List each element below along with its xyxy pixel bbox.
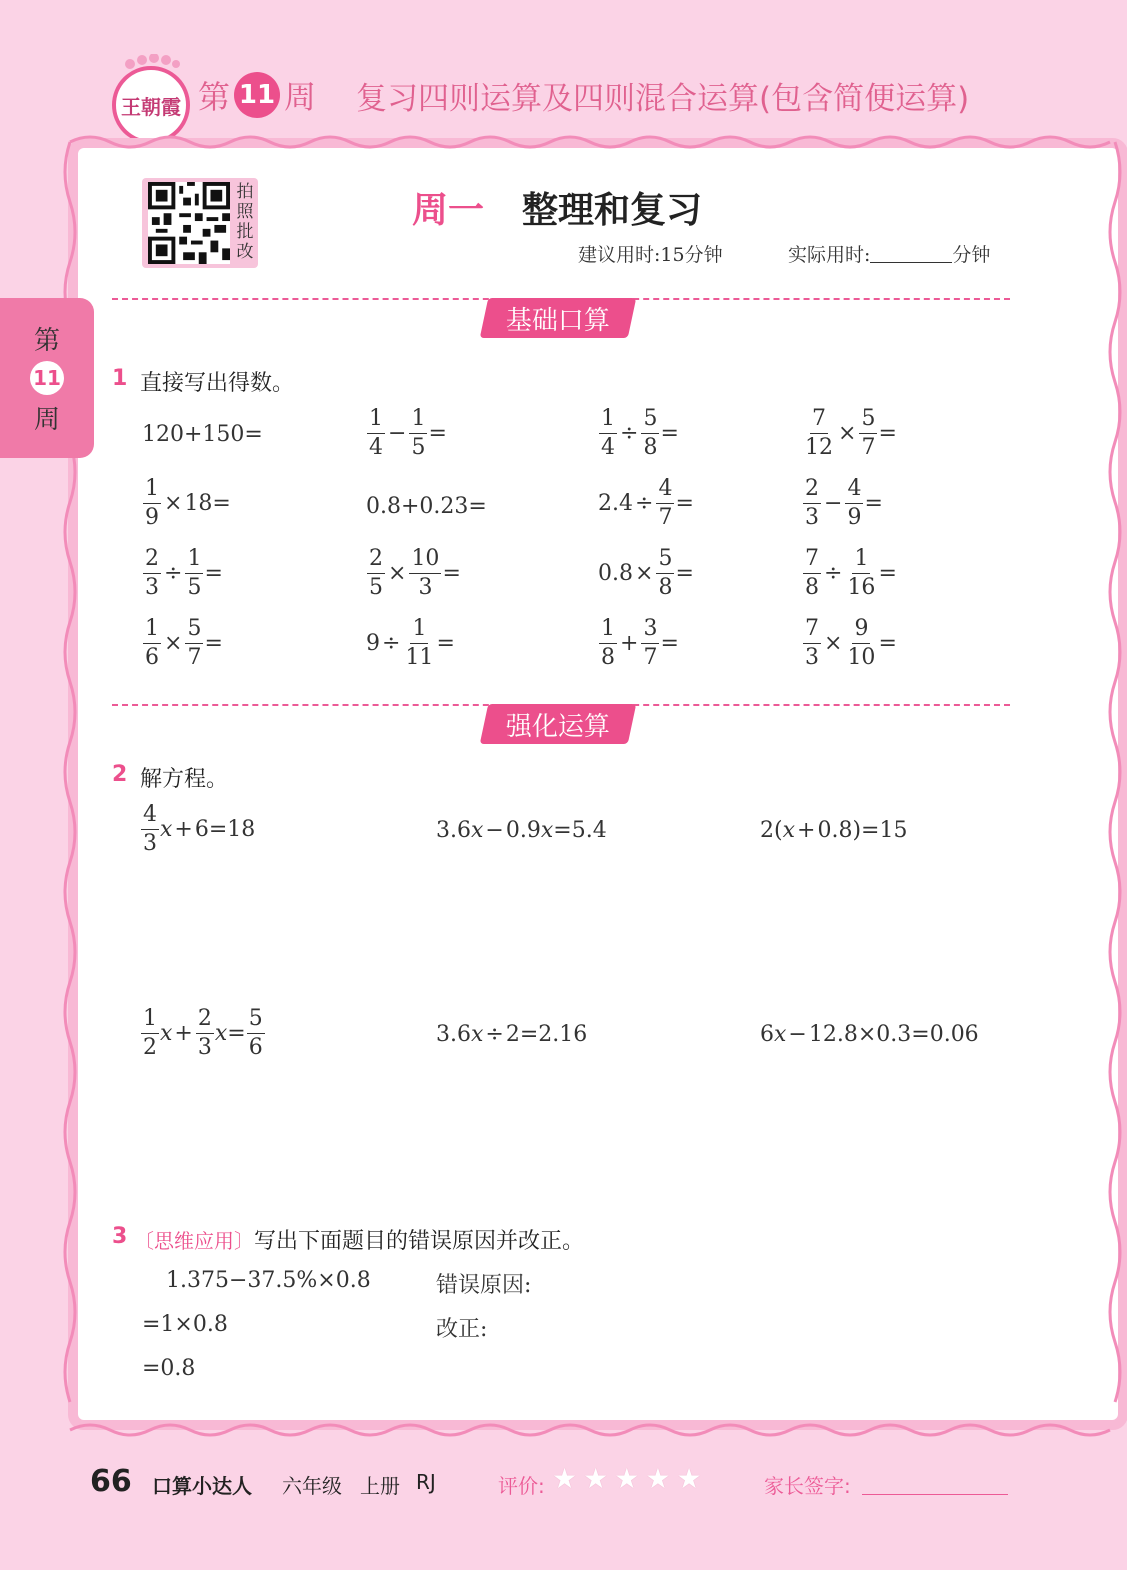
- q1-item-2: $\frac{1}{4}$ − $\frac{1}{5}$ =: [369, 406, 447, 460]
- day-label: 周一: [412, 190, 485, 231]
- q1-item-11: 0.8 × $\frac{5}{8}$ =: [598, 546, 694, 600]
- question-text: 直接写出得数。: [140, 371, 295, 396]
- q1-item-7: 2.4 ÷ $\frac{4}{7}$ =: [598, 476, 694, 530]
- week-side-tab: 第 11 周: [0, 298, 94, 458]
- q3-reason-label: 错误原因:: [436, 1273, 532, 1298]
- q2-equation-4: $\frac{1}{2}$ x + $\frac{2}{3}$ x = $\frac{5}{6}$: [143, 1006, 263, 1060]
- q3-step-3: =0.8: [142, 1356, 196, 1381]
- q1-item-16: $\frac{7}{3}$ × $\frac{9}{10}$ =: [805, 616, 897, 670]
- question-number: 1: [112, 366, 128, 391]
- q1-item-12: $\frac{7}{8}$ ÷ $\frac{1}{16}$ =: [805, 546, 897, 600]
- section-tag-basic: 基础口算: [480, 298, 637, 338]
- q2-equation-3: 2( x + 0.8)=15: [760, 818, 908, 843]
- page-number: 66: [90, 1464, 132, 1499]
- star-icon[interactable]: ★: [645, 1462, 671, 1495]
- question-text: 解方程。: [140, 767, 229, 792]
- question-tag: 〔思维应用〕: [134, 1229, 254, 1253]
- grade-label: 六年级: [282, 1474, 342, 1498]
- book-title: 口算小达人: [152, 1474, 252, 1498]
- q1-item-9: $\frac{2}{3}$ ÷ $\frac{1}{5}$ =: [145, 546, 223, 600]
- q2-equation-6: 6 x − 12.8×0.3=0.06: [760, 1022, 979, 1047]
- suggested-time: 建议用时:15分钟: [578, 244, 723, 266]
- alarm-clock-icon: 11: [234, 72, 280, 118]
- star-icon[interactable]: ★: [676, 1462, 702, 1495]
- rating-stars[interactable]: [552, 1462, 702, 1495]
- question-number: 3: [112, 1224, 128, 1249]
- q1-item-6: 0.8+0.23=: [366, 494, 487, 519]
- q1-item-8: $\frac{2}{3}$ − $\frac{4}{9}$ =: [805, 476, 883, 530]
- q2-equation-5: 3.6 x ÷ 2=2.16: [436, 1022, 588, 1047]
- section-tag-strengthen: 强化运算: [480, 704, 637, 744]
- qr-label: 拍照批改: [236, 182, 254, 262]
- q1-item-15: $\frac{1}{8}$ + $\frac{3}{7}$ =: [601, 616, 679, 670]
- star-icon[interactable]: ★: [552, 1462, 578, 1495]
- actual-time-blank[interactable]: [870, 262, 952, 263]
- week-title: 复习四则运算及四则混合运算(包含简便运算): [356, 80, 970, 117]
- q1-item-4: $\frac{7}{12}$ × $\frac{5}{7}$ =: [805, 406, 897, 460]
- q3-fix-label: 改正:: [436, 1317, 488, 1342]
- qr-code-icon[interactable]: [148, 182, 230, 264]
- volume-label: 上册: [360, 1474, 400, 1498]
- week-number-circle: 11: [30, 361, 64, 395]
- q1-item-3: $\frac{1}{4}$ ÷ $\frac{5}{8}$ =: [601, 406, 679, 460]
- q1-item-1: 120+150=: [142, 422, 263, 447]
- rating-label: 评价:: [498, 1474, 545, 1498]
- signature-line[interactable]: [862, 1494, 1008, 1495]
- q2-equation-1: $\frac{4}{3}$ x + 6=18: [143, 802, 256, 856]
- edition-label: RJ: [416, 1470, 436, 1494]
- q3-step-2: =1×0.8: [142, 1312, 228, 1337]
- star-icon[interactable]: ★: [614, 1462, 640, 1495]
- week-label: 第 11 周: [198, 70, 316, 120]
- q1-item-5: $\frac{1}{9}$ × 18=: [145, 476, 231, 530]
- q2-equation-2: 3.6 x − 0.9 x =5.4: [436, 818, 607, 843]
- q1-item-14: 9 ÷ $\frac{1}{11}$ =: [366, 616, 455, 670]
- actual-time: 实际用时: 分钟: [788, 244, 991, 266]
- brand-logo: 王朝霞: [112, 66, 190, 144]
- signature-label: 家长签字:: [764, 1474, 851, 1498]
- star-icon[interactable]: ★: [583, 1462, 609, 1495]
- question-number: 2: [112, 762, 128, 787]
- q3-step-1: 1.375−37.5%×0.8: [166, 1268, 371, 1293]
- question-text: 〔思维应用〕写出下面题目的错误原因并改正。: [134, 1229, 585, 1254]
- q1-item-13: $\frac{1}{6}$ × $\frac{5}{7}$ =: [145, 616, 223, 670]
- topic-title: 整理和复习: [522, 190, 703, 231]
- q1-item-10: $\frac{2}{5}$ × $\frac{10}{3}$ =: [369, 546, 461, 600]
